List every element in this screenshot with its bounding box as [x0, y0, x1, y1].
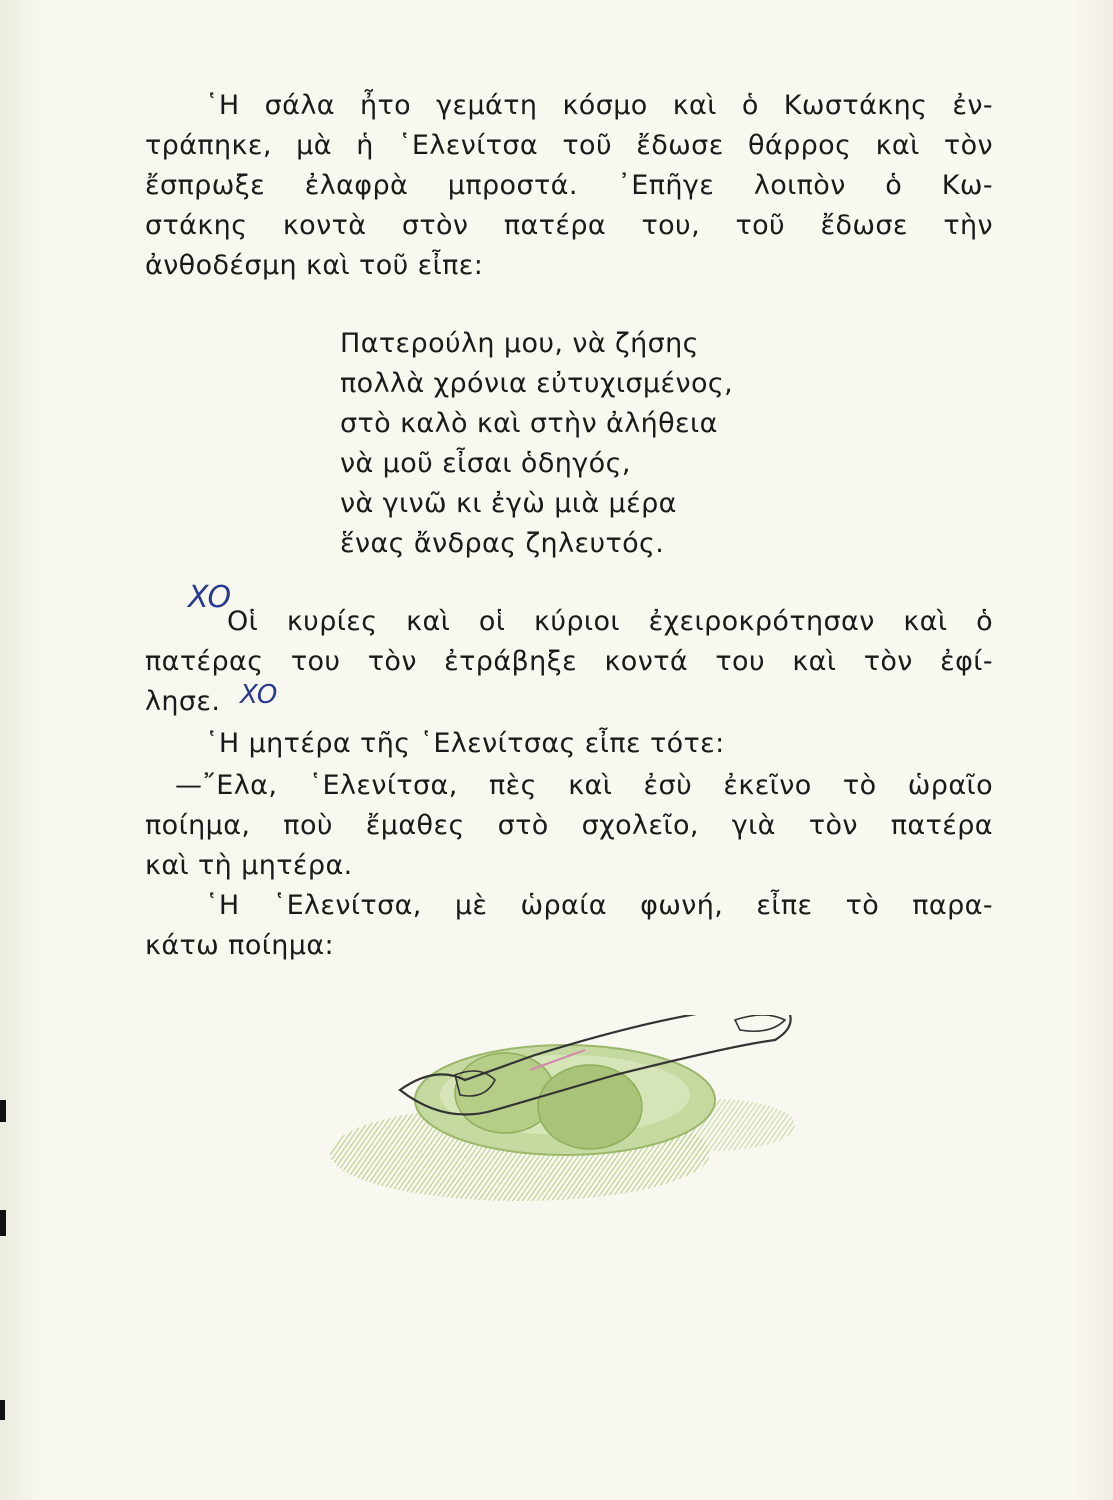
binding-mark — [0, 1400, 5, 1420]
poem-line: στὸ καλὸ καὶ στὴν ἀλήθεια — [340, 408, 718, 439]
text-line: κάτω ποίημα: — [145, 930, 335, 961]
text-line: ἀνθοδέσμη καὶ τοῦ εἶπε: — [145, 250, 484, 281]
poem-line: Πατερούλη μου, νὰ ζήσης — [340, 328, 699, 359]
poem-line: πολλὰ χρόνια εὐτυχισμένος, — [340, 368, 734, 399]
bowl-illustration — [315, 1015, 815, 1215]
handwritten-mark-start: XO — [188, 580, 232, 615]
text-line: λησε. — [145, 686, 221, 717]
text-line: ῾Η σάλα ἦτο γεμάτη κόσμο καὶ ὁ Κωστάκης ἐν- — [205, 90, 993, 121]
text-line: ῾Η ῾Ελενίτσα, μὲ ὡραία φωνή, εἶπε τὸ παρα- — [205, 890, 993, 921]
poem-line: νὰ γινῶ κι ἐγὼ μιὰ μέρα — [340, 488, 677, 519]
handwritten-mark-end: XO — [240, 680, 278, 710]
text-line: στάκης κοντὰ στὸν πατέρα του, τοῦ ἔδωσε τὴν — [145, 210, 993, 241]
text-line: ἔσπρωξε ἐλαφρὰ μπροστά. ᾿Επῆγε λοιπὸν ὁ Κω- — [145, 170, 993, 201]
poem-line: ἕνας ἄνδρας ζηλευτός. — [340, 528, 665, 559]
text-line: πατέρας του τὸν ἐτράβηξε κοντά του καὶ τὸν ἐφί- — [145, 646, 993, 677]
text-line: καὶ τὴ μητέρα. — [145, 850, 353, 881]
binding-mark — [0, 1100, 6, 1122]
text-line: —῎Ελα, ῾Ελενίτσα, πὲς καὶ ἐσὺ ἐκεῖνο τὸ ὡραῖο — [175, 770, 993, 801]
text-line: ποίημα, ποὺ ἔμαθες στὸ σχολεῖο, γιὰ τὸν πατέρα — [145, 810, 993, 841]
text-line: Οἱ κυρίες καὶ οἱ κύριοι ἐχειροκρότησαν καὶ ὁ — [227, 606, 993, 637]
egg — [538, 1065, 642, 1149]
poem-line: νὰ μοῦ εἶσαι ὁδηγός, — [340, 448, 631, 479]
spoon-handle-detail — [735, 1015, 785, 1031]
binding-mark — [0, 1210, 6, 1236]
text-line: τράπηκε, μὰ ἡ ῾Ελενίτσα τοῦ ἔδωσε θάρρος καὶ τὸν — [145, 130, 993, 161]
text-line: ῾Η μητέρα τῆς ῾Ελενίτσας εἶπε τότε: — [205, 728, 725, 759]
